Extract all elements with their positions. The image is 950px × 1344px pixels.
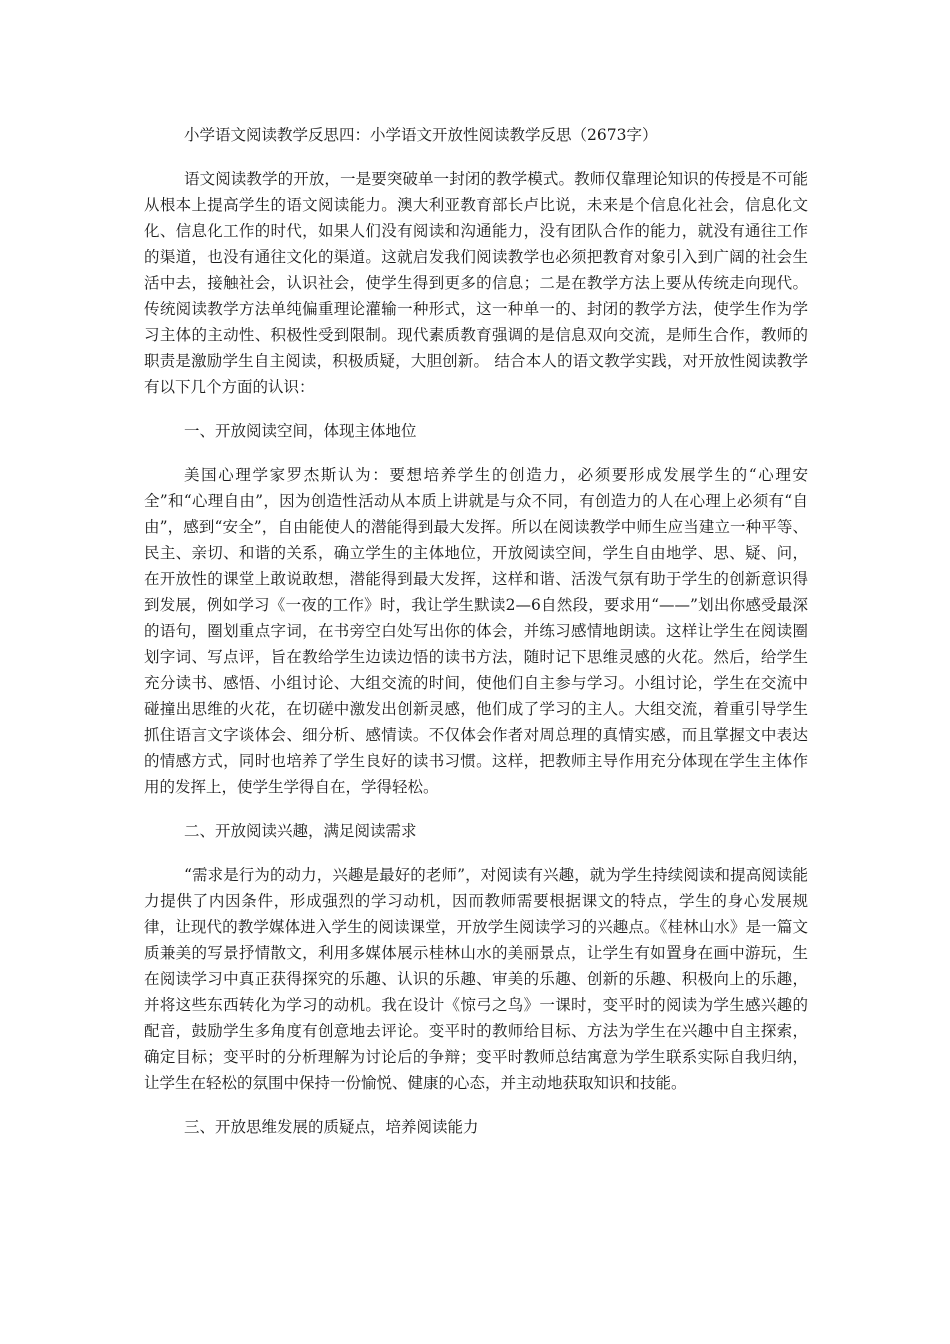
section-body-1: 美国心理学家罗杰斯认为：要想培养学生的创造力，必须要形成发展学生的“心理安全”和“心理自由”，因为创造性活动从本质上讲就是与众不同，有创造力的人在心理上必须有“自由”，感到“安全”，自由能使人的潜能得到最大发挥。所以在阅读教学中师生应当建立一种平等、民主、亲切、和谐的关系，确立学生的主体地位，开放阅读空间，学生自由地学、思、疑、问，在开放性的课堂上敢说敢想，潜能得到最大发挥，这样和谐、活泼气氛有助于学生的创新意识得到发展，例如学习《一夜的工作》时，我让学生默读2—6自然段，要求用“——”划出你感受最深的语句，圈划重点字词，在书旁空白处写出你的体会，并练习感情地朗读。这样让学生在阅读圈划字词、写点评，旨在教给学生边读边悟的读书方法，随时记下思维灵感的火花。然后，给学生充分读书、感悟、小组讨论、大组交流的时间，使他们自主参与学习。小组讨论，学生在交流中碰撞出思维的火花，在切磋中激发出创新灵感，他们成了学习的主人。大组交流，着重引导学生抓住语言文字谈体会、细分析、感情读。不仅体会作者对周总理的真情实感，而且掌握文中表达的情感方式，同时也培养了学生良好的读书习惯。这样，把教师主导作用充分体现在学生主体作用的发挥上，使学生学得自在，学得轻松。 [144, 466, 808, 796]
intro-paragraph: 语文阅读教学的开放，一是要突破单一封闭的教学模式。教师仅靠理论知识的传授是不可能从根本上提高学生的语文阅读能力。澳大利亚教育部长卢比说，未来是个信息化社会，信息化文化、信息化工作的时代，如果人们没有阅读和沟通能力，没有团队合作的能力，就没有通往工作的渠道，也没有通往文化的渠道。这就启发我们阅读教学也必须把教育对象引入到广阔的社会生活中去，接触社会，认识社会，使学生得到更多的信息；二是在教学方法上要从传统走向现代。传统阅读教学方法单纯偏重理论灌输一种形式，这一种单一的、封闭的教学方法，使学生作为学习主体的主动性、积极性受到限制。现代素质教育强调的是信息双向交流，是师生合作，教师的职责是激励学生自主阅读，积极质疑，大胆创新。 结合本人的语文教学实践，对开放性阅读教学有以下几个方面的认识： [144, 170, 808, 396]
section-heading-3: 三、开放思维发展的质疑点，培养阅读能力 [184, 1118, 479, 1136]
section-heading-1: 一、开放阅读空间，体现主体地位 [184, 422, 417, 440]
document-body [144, 122, 808, 1158]
section-body-2: “需求是行为的动力，兴趣是最好的老师”，对阅读有兴趣，就为学生持续阅读和提高阅读能力提供了内因条件，形成强烈的学习动机，因而教师需要根据课文的特点，学生的身心发展规律，让现代的教学媒体进入学生的阅读课堂，开放学生阅读学习的兴趣点。《桂林山水》是一篇文质兼美的写景抒情散文，利用多媒体展示桂林山水的美丽景点，让学生有如置身在画中游玩，生在阅读学习中真正获得探究的乐趣、认识的乐趣、审美的乐趣、创新的乐趣、积极向上的乐趣，并将这些东西转化为学习的动机。我在设计《惊弓之鸟》一课时，变平时的阅读为学生感兴趣的配音，鼓励学生多角度有创意地去评论。变平时的教师给目标、方法为学生在兴趣中自主探索，确定目标；变平时的分析理解为讨论后的争辩；变平时教师总结寓意为学生联系实际自我归纳，让学生在轻松的氛围中保持一份愉悦、健康的心态，并主动地获取知识和技能。 [144, 866, 808, 1092]
section-heading-2: 二、开放阅读兴趣，满足阅读需求 [184, 822, 417, 840]
document-title: 小学语文阅读教学反思四：小学语文开放性阅读教学反思（2673字） [184, 126, 658, 144]
